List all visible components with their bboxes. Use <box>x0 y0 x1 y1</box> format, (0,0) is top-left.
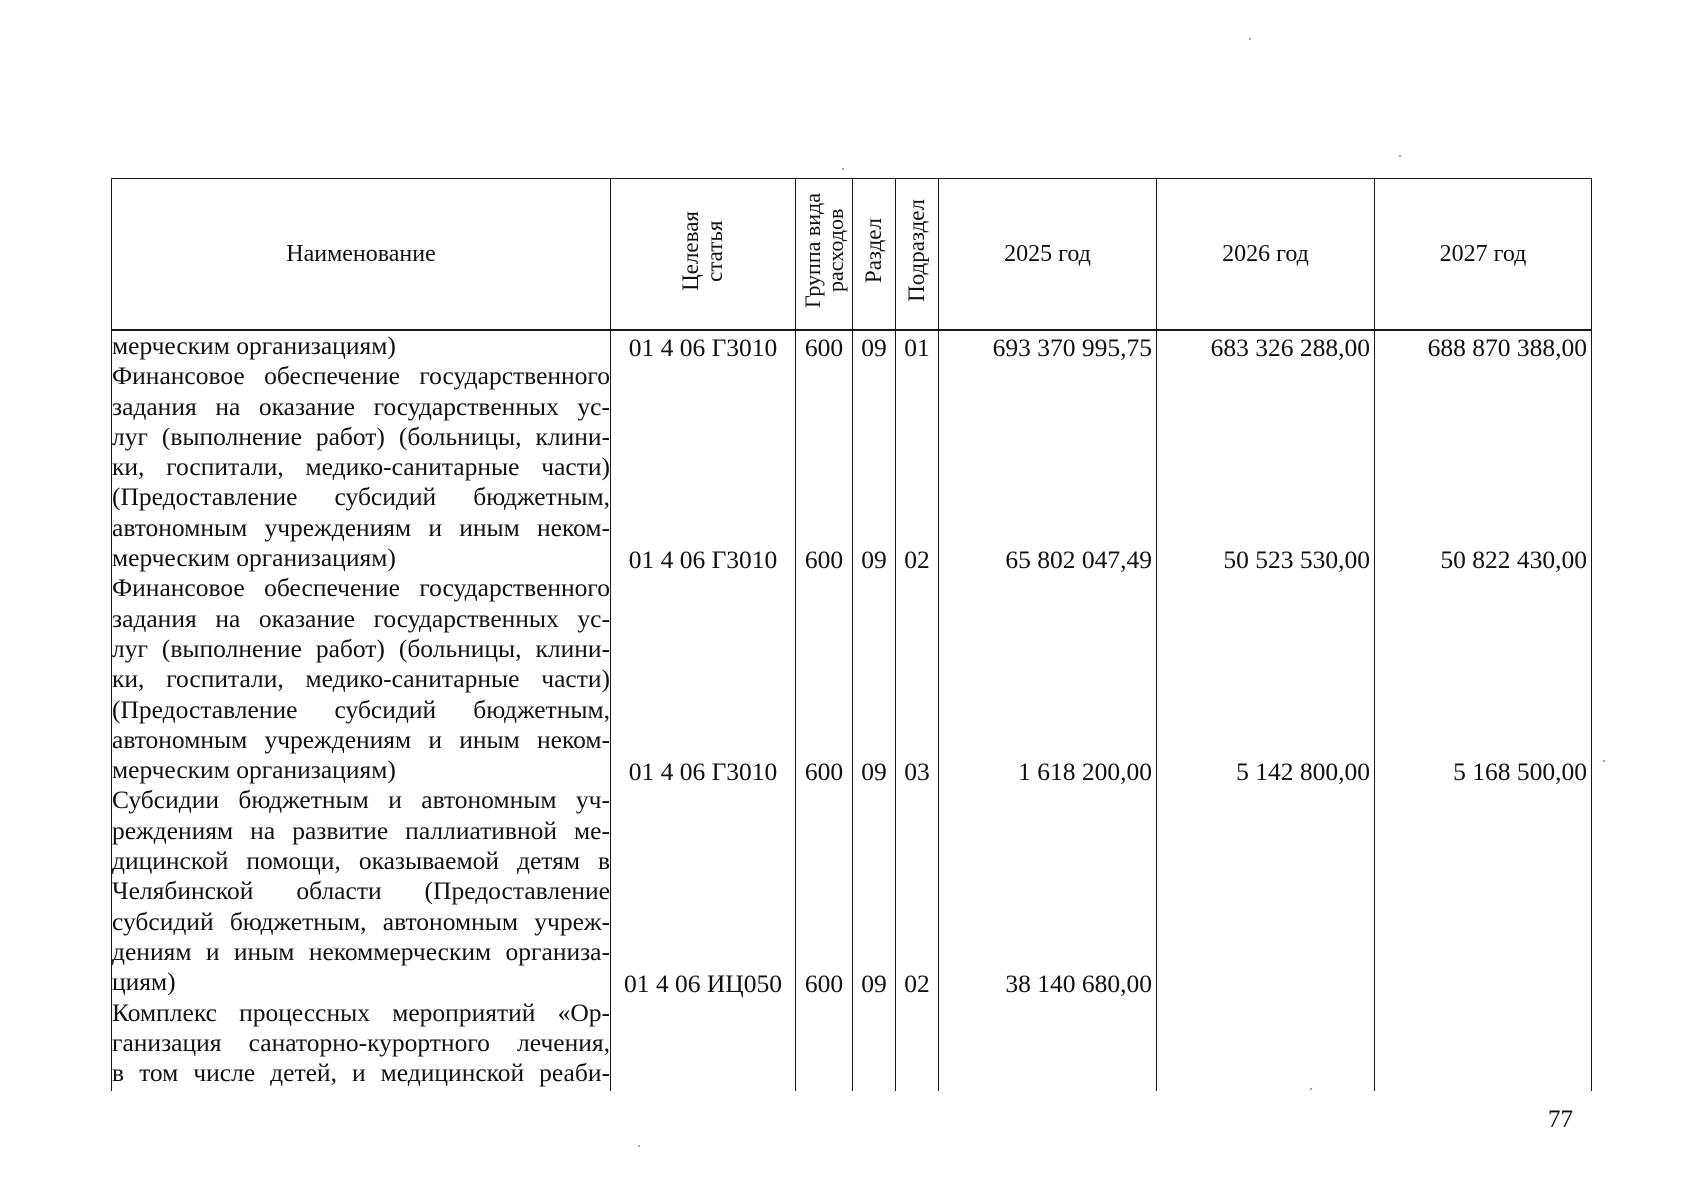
header-section <box>853 179 896 331</box>
name-line: дениям и иным некоммерческим организа- <box>112 936 610 966</box>
cell-y2025: 693 370 995,75 <box>992 333 1152 362</box>
cell-section: 09 <box>861 333 887 362</box>
name-line: задания на оказание государственных ус- <box>112 603 610 633</box>
cell-target: 01 4 06 Г3010 <box>628 757 778 787</box>
name-line: (Предоставление субсидий бюджетным, <box>112 482 610 512</box>
cell-section: 09 <box>861 757 887 787</box>
cell-subsection: 03 <box>904 757 930 787</box>
page-number: 77 <box>1548 1106 1573 1133</box>
name-line: мерческим организациям) <box>112 755 396 785</box>
name-line: субсидий бюджетным, автономным учреж- <box>112 906 610 936</box>
name-line: задания на оказание государственных ус- <box>112 391 610 421</box>
name-line: дицинской помощи, оказываемой детям в <box>112 846 610 876</box>
cell-y2025: 1 618 200,00 <box>1018 757 1152 787</box>
y2027-column <box>1375 330 1592 1091</box>
name-line: ки, госпитали, медико-санитарные части) <box>112 664 610 694</box>
header-section-label: Раздел <box>860 217 886 284</box>
scan-speck <box>1310 1088 1312 1090</box>
subsection-column <box>896 330 939 1091</box>
name-line: (Предоставление субсидий бюджетным, <box>112 694 610 724</box>
cell-y2026: 683 326 288,00 <box>1210 333 1370 362</box>
header-group-label: Группа вида расходов <box>799 193 848 308</box>
cell-y2026: 5 142 800,00 <box>1236 757 1370 787</box>
name-line: автономным учреждениям и иным неком- <box>112 724 610 754</box>
name-line: мерческим организациям) <box>112 331 396 360</box>
header-subsection <box>896 179 939 331</box>
name-line: Комплекс процессных мероприятий «Ор- <box>112 997 610 1027</box>
scan-speck <box>842 168 844 170</box>
scan-speck <box>638 1145 640 1147</box>
header-y2027 <box>1375 179 1592 331</box>
cell-group: 600 <box>804 545 844 575</box>
header-y2027-label: 2027 год <box>1439 240 1527 267</box>
header-name <box>112 179 611 331</box>
cell-target: 01 4 06 Г3010 <box>628 333 778 362</box>
cell-section: 09 <box>861 545 887 575</box>
scan-speck <box>1603 760 1605 762</box>
cell-subsection: 02 <box>904 969 930 999</box>
name-line: в том числе детей, и медицинской реаби- <box>112 1058 610 1088</box>
name-line: циям) <box>112 967 176 997</box>
scan-speck <box>1399 155 1401 157</box>
header-y2026 <box>1157 179 1375 331</box>
cell-subsection: 01 <box>904 333 930 362</box>
header-y2026-label: 2026 год <box>1222 240 1309 267</box>
name-line: ганизация санаторно-курортного лечения, <box>112 1027 610 1057</box>
cell-group: 600 <box>804 333 844 362</box>
name-column <box>112 330 611 1091</box>
target-column <box>611 330 796 1091</box>
section-column <box>853 330 896 1091</box>
scan-speck <box>1249 38 1251 40</box>
cell-y2027: 50 822 430,00 <box>1440 545 1587 575</box>
header-y2025-label: 2025 год <box>1004 240 1091 267</box>
name-line: луг (выполнение работ) (больницы, клини- <box>112 633 610 663</box>
cell-target: 01 4 06 ИЦ050 <box>624 969 782 999</box>
name-line: ки, госпитали, медико-санитарные части) <box>112 452 610 482</box>
cell-y2025: 38 140 680,00 <box>1005 969 1152 999</box>
header-group <box>796 179 853 331</box>
name-line: автономным учреждениям и иным неком- <box>112 512 610 542</box>
cell-subsection: 02 <box>904 545 930 575</box>
name-line: Челябинской области (Предоставление <box>112 876 610 906</box>
table-header-row <box>112 179 1592 331</box>
name-line: Финансовое обеспечение государственного <box>112 361 610 391</box>
name-line: Финансовое обеспечение государственного <box>112 573 610 603</box>
header-target <box>611 179 796 331</box>
cell-y2027: 5 168 500,00 <box>1453 757 1587 787</box>
header-name-label: Наименование <box>286 240 436 267</box>
budget-table <box>111 178 1592 1091</box>
name-line: реждениям на развитие паллиативной ме- <box>112 815 610 845</box>
cell-group: 600 <box>804 969 844 999</box>
name-line: Субсидии бюджетным и автономным уч- <box>112 785 610 815</box>
cell-group: 600 <box>804 757 844 787</box>
cell-y2027: 688 870 388,00 <box>1427 333 1587 362</box>
group-column <box>796 330 853 1091</box>
y2026-column <box>1157 330 1375 1091</box>
header-y2025 <box>939 179 1157 331</box>
header-target-label: Целевая статья <box>677 210 727 291</box>
cell-y2026: 50 523 530,00 <box>1223 545 1370 575</box>
name-line: луг (выполнение работ) (больницы, клини- <box>112 421 610 451</box>
y2025-column <box>939 330 1157 1091</box>
cell-target: 01 4 06 Г3010 <box>628 545 778 575</box>
table-body-row <box>112 330 1592 1091</box>
cell-section: 09 <box>861 969 887 999</box>
cell-y2025: 65 802 047,49 <box>1005 545 1152 575</box>
header-subsection-label: Подраздел <box>903 199 929 302</box>
name-line: мерческим организациям) <box>112 543 396 573</box>
